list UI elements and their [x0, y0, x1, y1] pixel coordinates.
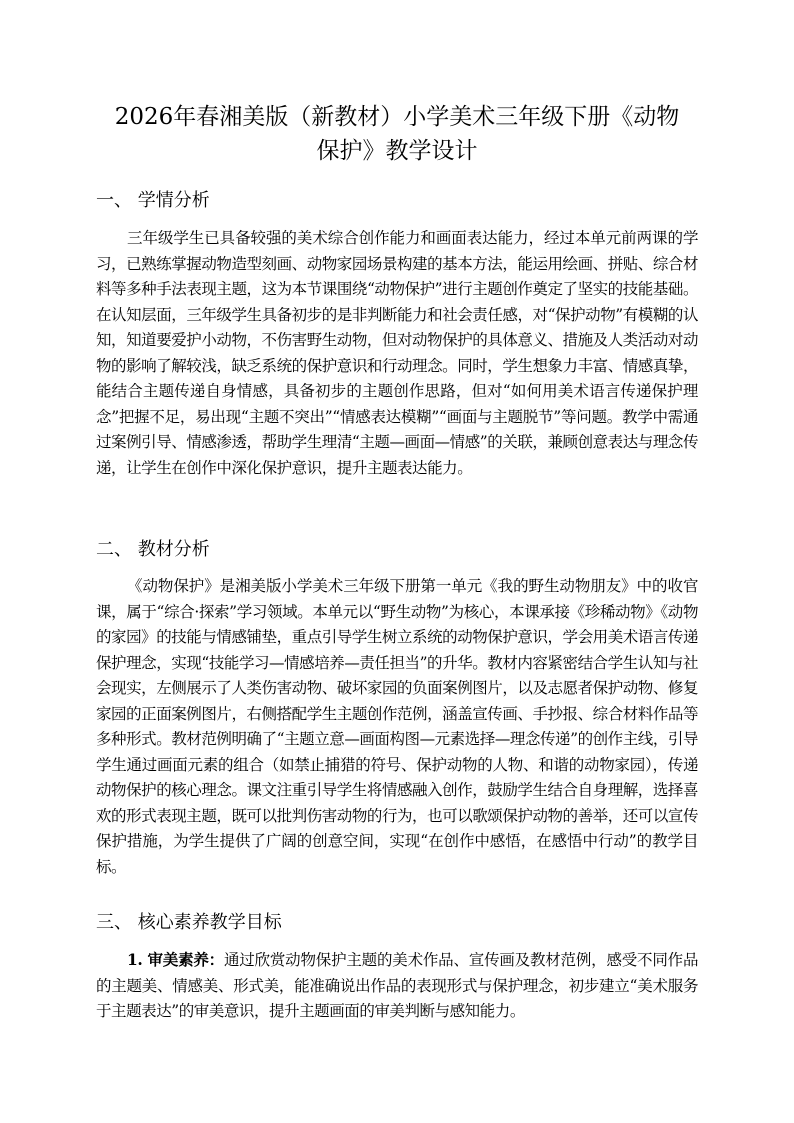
title-line-1: 2026年春湘美版（新教材）小学美术三年级下册《动物 [114, 104, 680, 130]
goal-item-label: 1. 审美素养： [127, 950, 224, 969]
section-paragraph-learner-analysis: 三年级学生已具备较强的美术综合创作能力和画面表达能力，经过本单元前两课的学习，已熟练掌握动物造型刻画、动物家园场景构建的基本方法，能运用绘画、拼贴、综合材料等多种手法表现主题，这为本节课围绕“动物保护”进行主题创作奠定了坚实的技能基础。在认知层面，三年级学生具备初步的是非判断能力和社会责任感，对“保护动物”有模糊的认知，知道要爱护小动物，不伤害野生动物，但对动物保护的具体意义、措施及人类活动对动物的影响了解较浅，缺乏系统的保护意识和行动理念。同时，学生想象力丰富、情感真挚，能结合主题传递自身情感，具备初步的主题创作思路，但对“如何用美术语言传递保护理念”把握不足，易出现“主题不突出”“情感表达模糊”“画面与主题脱节”等问题。教学中需通过案例引导、情感渗透，帮助学生理清“主题—画面—情感”的关联，兼顾创意表达与理念传递，让学生在创作中深化保护意识，提升主题表达能力。 [96, 229, 699, 477]
section-heading-learner-analysis: 一、 学情分析 [96, 190, 210, 211]
document-title [96, 100, 698, 168]
section-paragraph-textbook-analysis: 《动物保护》是湘美版小学美术三年级下册第一单元《我的野生动物朋友》中的收官课，属于“综合·探索”学习领域。本单元以“野生动物”为核心，本课承接《珍稀动物》《动物的家园》的技能与情感铺垫，重点引导学生树立系统的动物保护意识，学会用美术语言传递保护理念，实现“技能学习—情感培养—责任担当”的升华。教材内容紧密结合学生认知与社会现实，左侧展示了人类伤害动物、破坏家园的负面案例图片，以及志愿者保护动物、修复家园的正面案例图片，右侧搭配学生主题创作范例，涵盖宣传画、手抄报、综合材料作品等多种形式。教材范例明确了“主题立意—画面构图—元素选择—理念传递”的创作主线，引导学生通过画面元素的组合（如禁止捕猎的符号、保护动物的人物、和谐的动物家园），传递动物保护的核心理念。课文注重引导学生将情感融入创作，鼓励学生结合自身理解，选择喜欢的形式表现主题，既可以批判伤害动物的行为，也可以歌颂保护动物的善举，还可以宣传保护措施，为学生提供了广阔的创意空间，实现“在创作中感悟，在感悟中行动”的教学目标。 [96, 577, 699, 876]
goal-item-aesthetic [96, 947, 698, 1025]
title-line-2: 保护》教学设计 [316, 138, 478, 164]
section-heading-textbook-analysis: 二、 教材分析 [96, 539, 210, 560]
goal-item-text: 通过欣赏动物保护主题的美术作品、宣传画及教材范例，感受不同作品的主题美、情感美、形式美，能准确说出作品的表现形式与保护理念，初步建立“美术服务于主题表达”的审美意识，提升主题画面的审美判断与感知能力。 [96, 951, 698, 1020]
section-heading-core-goals: 三、 核心素养教学目标 [96, 912, 282, 933]
